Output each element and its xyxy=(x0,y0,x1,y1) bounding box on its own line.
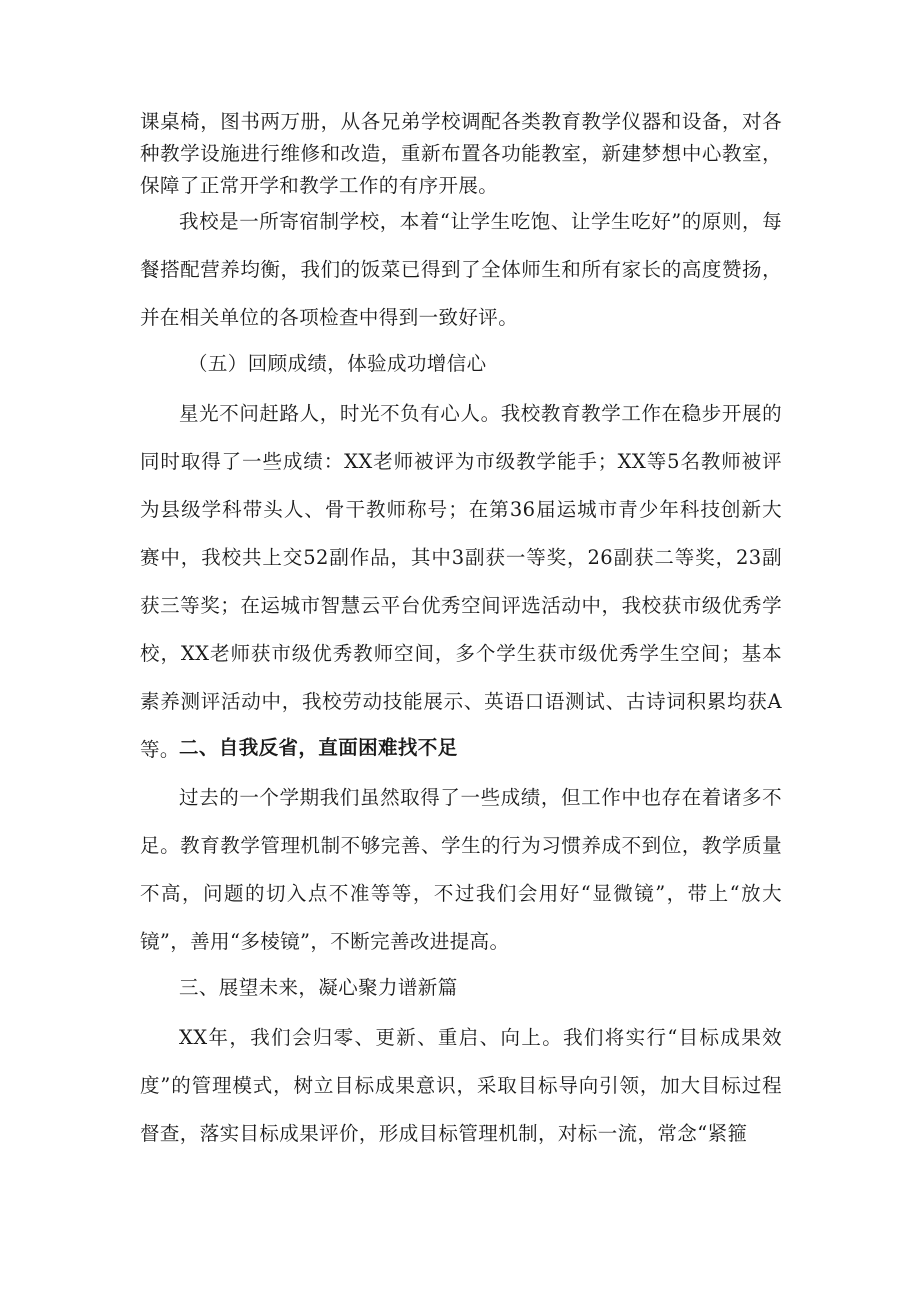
paragraph-achievements: 星光不问赶路人，时光不负有心人。我校教育教学工作在稳步开展的同时取得了一些成绩：XX老师被评为市级教学能手；XX等5名教师被评为县级学科带头人、骨干教师称号；在第36届运城市青少年科技创新大赛中，我校共上交52副作品，其中3副获一等奖，26副获二等奖，23副获三等奖；在运城市智慧云平台优秀空间评选活动中，我校获市级优秀学校，XX老师获市级优秀教师空间，多个学生获市级优秀学生空间；基本素养测评活动中，我校劳动技能展示、英语口语测试、古诗词积累均获A等。 xyxy=(140,402,782,761)
section-heading-achievements: （五）回顾成绩，体验成功增信心 xyxy=(188,352,487,375)
paragraph-reflection: 过去的一个学期我们虽然取得了一些成绩，但工作中也存在着诸多不足。教育教学管理机制不够完善、学生的行为习惯养成不到位，教学质量不高，问题的切入点不准等等，不过我们会用好“显微镜”，带上“放大镜”，善用“多棱镜”，不断完善改进提高。 xyxy=(140,786,782,953)
paragraph-dining: 我校是一所寄宿制学校，本着“让学生吃饱、让学生吃好”的原则，每餐搭配营养均衡，我们的饭菜已得到了全体师生和所有家长的高度赞扬，并在相关单位的各项检查中得到一致好评。 xyxy=(140,210,782,329)
paragraph-outlook: XX年，我们会归零、更新、重启、向上。我们将实行“目标成果效度”的管理模式，树立目标成果意识，采取目标导向引领，加大目标过程督查，落实目标成果评价，形成目标管理机制，对标一流，常念“紧箍 xyxy=(140,1026,782,1145)
section-heading-reflection: 二、自我反省，直面困难找不足 xyxy=(179,736,458,759)
paragraph-facilities: 课桌椅，图书两万册，从各兄弟学校调配各类教育教学仪器和设备，对各种教学设施进行维修和改造，重新布置各功能教室，新建梦想中心教室，保障了正常开学和教学工作的有序开展。 xyxy=(140,110,782,197)
section-heading-outlook: 三、展望未来，凝心聚力谱新篇 xyxy=(179,976,458,999)
